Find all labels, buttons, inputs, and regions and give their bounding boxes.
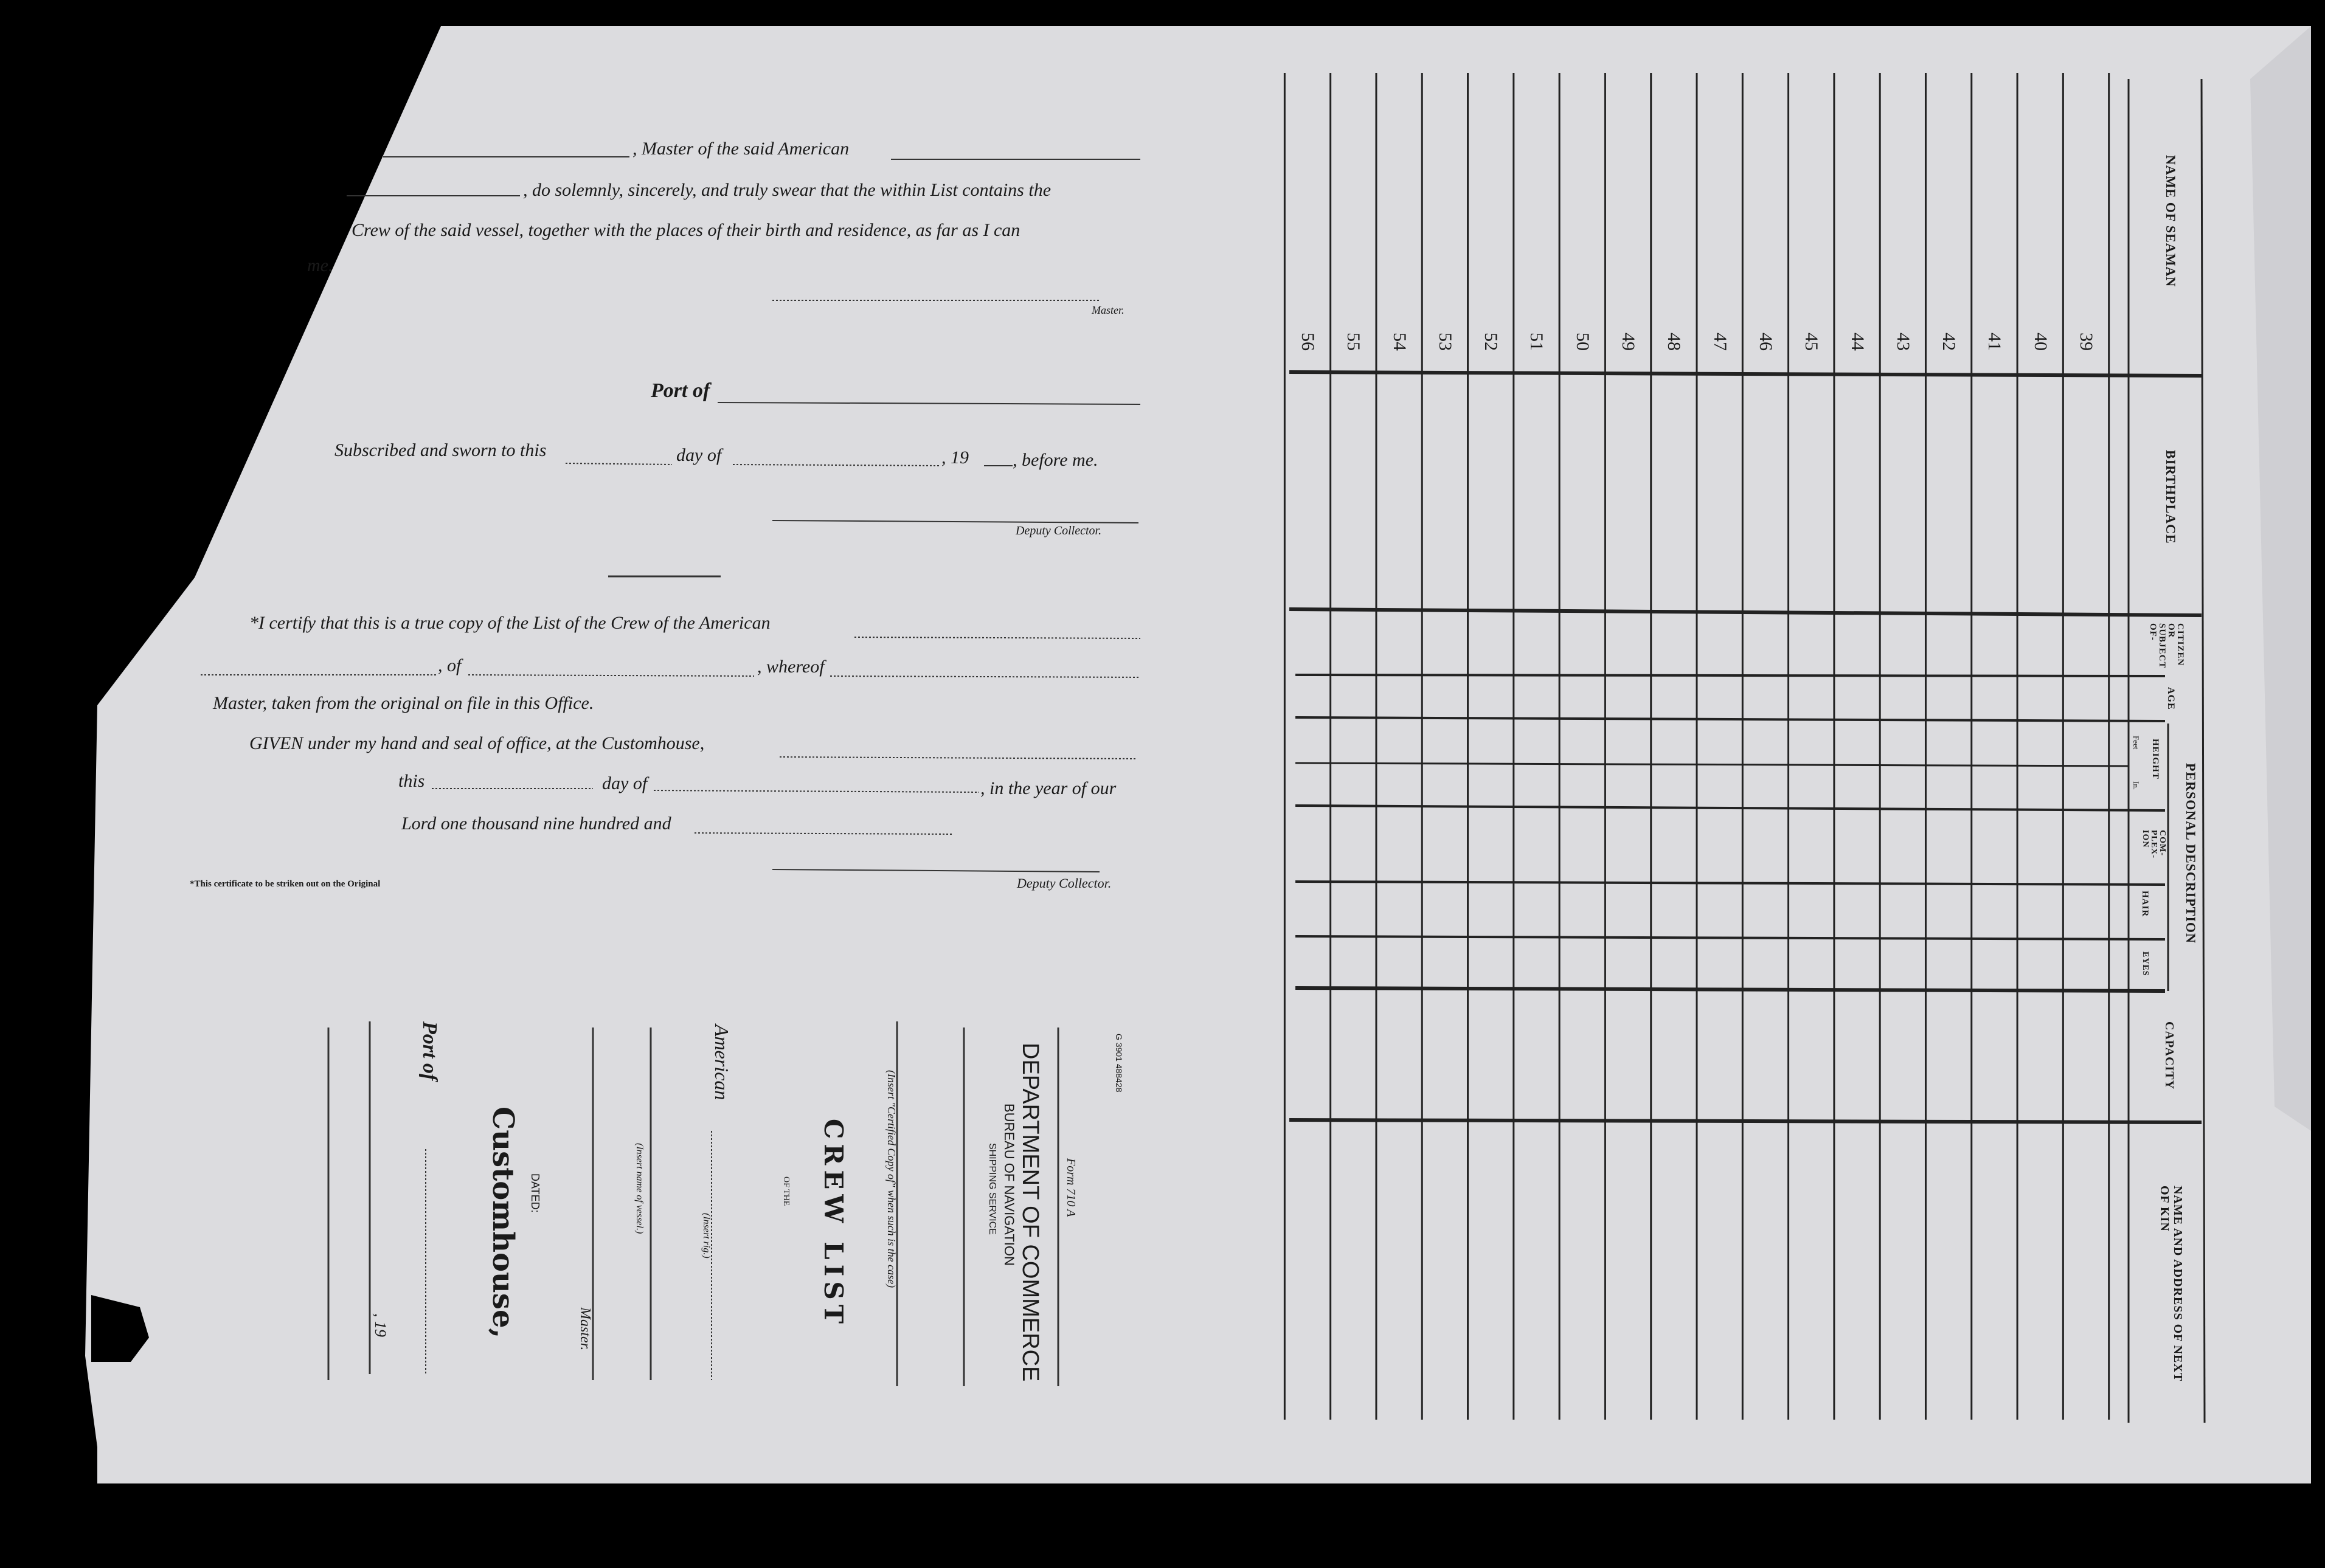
insert-certified-note: (Insert "Certified Copy of" when such is the case) <box>885 1070 898 1288</box>
table-row-number: 48 <box>1664 333 1685 351</box>
subscribed-day-of: day of <box>676 445 722 465</box>
table-row-number: 55 <box>1343 333 1364 351</box>
oath-line-1: , Master of the said American <box>632 139 850 159</box>
header-complexion <box>2141 830 2166 866</box>
crew-list-title: CREW LIST <box>819 1119 848 1328</box>
header-hair: HAIR <box>2140 891 2150 917</box>
bureau-title: BUREAU OF NAVIGATION <box>1002 1103 1017 1266</box>
header-eyes: EYES <box>2141 952 2150 976</box>
header-age: AGE <box>2166 687 2176 710</box>
dated-label: DATED: <box>529 1173 541 1213</box>
table-row-number: 47 <box>1710 333 1730 351</box>
header-height: HEIGHT <box>2150 739 2160 779</box>
header-citizen-text: CITIZEN OR SUBJECT OF- <box>2148 623 2185 669</box>
table-row-number: 54 <box>1389 333 1410 351</box>
certify-this: this <box>398 771 425 791</box>
master-signature-label: Master. <box>1092 304 1124 316</box>
table-row-number: 44 <box>1847 333 1868 351</box>
deputy-collector-1: Deputy Collector. <box>1016 524 1102 537</box>
table-row-number: 46 <box>1755 333 1776 351</box>
header-birthplace: BIRTHPLACE <box>2163 450 2178 544</box>
certificate-footnote: *This certificate to be striken out on the Original <box>190 879 381 889</box>
table-row-number: 39 <box>2076 333 2096 351</box>
insert-rig-note: (Insert rig.) <box>701 1213 712 1259</box>
oath-line-3: Crew of the said vessel, together with the places of their birth and residence, as far as I can <box>352 220 1020 240</box>
table-row-number: 45 <box>1801 333 1822 351</box>
certify-master-taken: Master, taken from the original on file in this Office. <box>213 693 594 713</box>
port-of-label: Port of <box>651 379 710 402</box>
header-name-of-seaman: NAME OF SEAMAN <box>2163 155 2178 288</box>
header-feet: Feet <box>2132 736 2141 750</box>
header-inches: In. <box>2132 781 2141 790</box>
master-label-back: Master. <box>577 1307 593 1351</box>
service-title: SHIPPING SERVICE <box>987 1143 997 1235</box>
table-row-number: 53 <box>1435 333 1455 351</box>
form-number: Form 710 A <box>1064 1158 1078 1217</box>
before-me-label: , before me. <box>1013 450 1098 470</box>
insert-vessel-note: (Insert name of vessel.) <box>634 1143 645 1234</box>
certify-line-1: *I certify that this is a true copy of the List of the Crew of the American <box>249 613 771 633</box>
table-row-number: 50 <box>1572 333 1593 351</box>
deputy-collector-2: Deputy Collector. <box>1017 876 1112 891</box>
header-complexion-text: COM- PLEX- ION <box>2141 830 2167 858</box>
subscribed-year: , 19 <box>941 447 969 468</box>
table-row-number: 42 <box>1939 333 1959 351</box>
certify-whereof: , whereof <box>757 657 825 677</box>
certify-of: , of <box>438 655 462 675</box>
paper-background <box>85 26 2311 1483</box>
table-row-number: 41 <box>1984 333 2005 351</box>
subscribed-label: Subscribed and sworn to this <box>334 440 547 460</box>
table-row-number: 49 <box>1618 333 1639 351</box>
table-row-number: 51 <box>1526 333 1547 351</box>
port-of-back: Port of <box>418 1021 441 1081</box>
certify-in-year: , in the year of our <box>980 778 1117 798</box>
header-capacity: CAPACITY <box>2163 1021 2176 1090</box>
american-label: American <box>711 1024 733 1100</box>
customhouse-label: Customhouse, <box>486 1107 520 1339</box>
department-title: DEPARTMENT OF COMMERCE <box>1017 1043 1043 1382</box>
certify-given: GIVEN under my hand and seal of office, at the Customhouse, <box>249 733 705 753</box>
header-next-of-kin-text: NAME AND ADDRESS OF NEXT OF KIN <box>2158 1186 2185 1381</box>
table-row-number: 43 <box>1893 333 1913 351</box>
year-back: , 19 <box>372 1313 389 1337</box>
table-row-number: 40 <box>2030 333 2051 351</box>
oath-line-4: me. <box>307 255 333 275</box>
of-the-label: OF THE <box>781 1176 791 1206</box>
header-citizen <box>2148 623 2185 678</box>
certify-day-of: day of <box>602 773 648 793</box>
certify-lord: Lord one thousand nine hundred and <box>401 813 671 834</box>
oath-line-2: , do solemnly, sincerely, and truly swear that the within List contains the <box>523 180 1052 200</box>
table-row-number: 52 <box>1481 333 1502 351</box>
header-personal-description: PERSONAL DESCRIPTION <box>2183 763 2199 944</box>
form-code: G 3901 488428 <box>1114 1034 1124 1093</box>
table-row-number: 56 <box>1298 333 1318 351</box>
header-next-of-kin <box>2158 1186 2185 1386</box>
